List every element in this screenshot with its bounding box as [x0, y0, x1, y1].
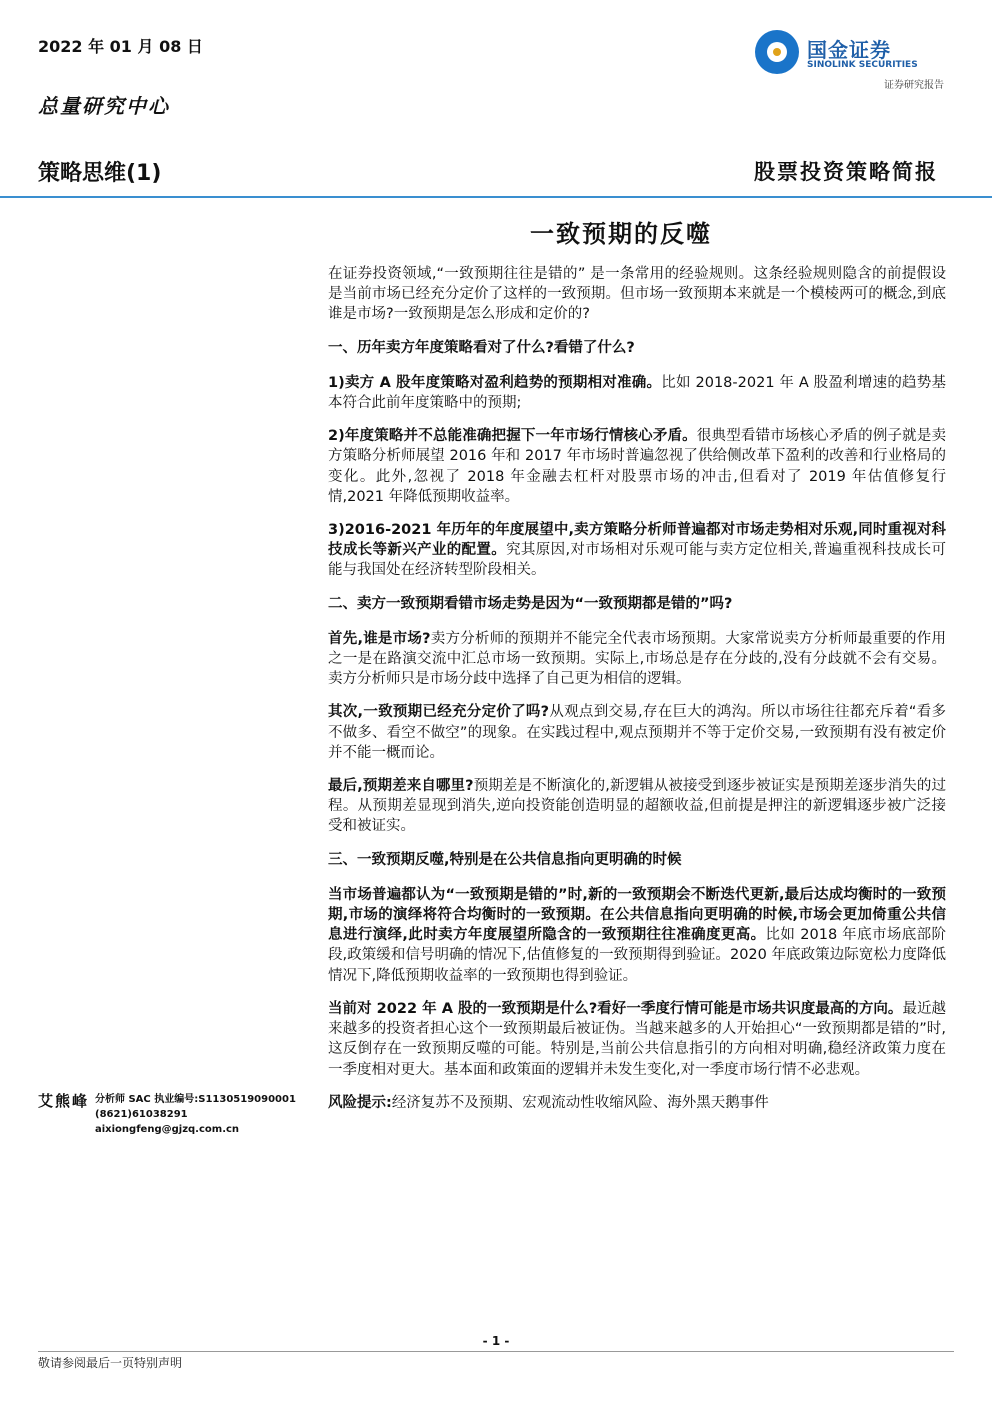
paragraph-2-text: 很典型看错市场核心矛盾的例子就是卖方策略分析师展望 2016 年和 2017 年市场时普遍忽视了供给侧改革下盈利的改善和行业格局的变化。此外,忽视了 2018 年金融去杠杆对股票市场的冲击,但看对了 2019 年估值修复行情,2021 年降低预期收益率。 — [328, 428, 947, 505]
paragraph-4-lead: 首先,谁是市场? — [328, 630, 431, 647]
paragraph-5-text: 从观点到交易,存在巨大的鸿沟。所以市场往往都充斥着“看多不做多、看空不做空”的现象。在实践过程中,观点预期并不等于定价交易,一致预期有没有被定价并不能一概而论。 — [328, 704, 946, 761]
paragraph-1-lead: 1)卖方 A 股年度策略对盈利趋势的预期相对准确。 — [328, 374, 662, 391]
section-heading-3: 三、一致预期反噬,特别是在公共信息指向更明确的时候 — [328, 851, 682, 868]
report-type: 股票投资策略简报 — [754, 160, 938, 184]
department-name: 总量研究中心 — [38, 94, 170, 118]
paragraph-8-text: 最近越来越多的投资者担心这个一致预期最后被证伪。当越来越多的人开始担心“一致预期都是错的”时,这反倒存在一致预期反噬的可能。特别是,当前公共信息指引的方向相对明确,稳经济政策力度在一季度相对更大。基本面和政策面的逻辑并未发生变化,对一季度市场行情不必悲观。 — [328, 1000, 947, 1078]
risk-label: 风险提示: — [328, 1094, 392, 1111]
logo-mark-icon — [755, 30, 799, 74]
paragraph-6 — [328, 776, 946, 837]
analyst-email[interactable]: aixiongfeng@gjzq.com.cn — [95, 1124, 240, 1135]
paragraph-4-text: 卖方分析师的预期并不能完全代表市场预期。大家常说卖方分析师最重要的作用之一是在路演交流中汇总市场一致预期。实际上,市场总是存在分歧的,没有分歧就不会有交易。卖方分析师只是市场分歧中选择了自己更为相信的逻辑。 — [328, 630, 946, 688]
paragraph-8-lead: 当前对 2022 年 A 股的一致预期是什么?看好一季度行情可能是市场共识度最高的方向。 — [328, 1000, 903, 1017]
report-tagline: 证券研究报告 — [884, 80, 944, 91]
paragraph-2 — [328, 426, 946, 507]
risk-text: 经济复苏不及预期、宏观流动性收缩风险、海外黑天鹅事件 — [391, 1094, 769, 1111]
paragraph-7 — [328, 885, 946, 986]
paragraph-6-lead: 最后,预期差来自哪里? — [328, 778, 474, 795]
analyst-phone: (8621)61038291 — [95, 1109, 188, 1120]
analyst-credential: 分析师 SAC 执业编号:S1130519090001 — [95, 1094, 296, 1105]
paragraph-7-text: 比如 2018 年底市场底部阶段,政策缓和信号明确的情况下,估值修复的一致预期得到验证。2020 年底政策边际宽松力度降低情况下,降低预期收益率的一致预期也得到验证。 — [328, 927, 946, 984]
section-heading-2: 二、卖方一致预期看错市场走势是因为“一致预期都是错的”吗? — [328, 595, 733, 612]
paragraph-3-text: 究其原因,对市场相对乐观可能与卖方定位相关,普遍重视科技成长可能与我国处在经济转型阶段相关。 — [328, 542, 947, 579]
paragraph-6-text: 预期差是不断演化的,新逻辑从被接受到逐步被证实是预期差逐步消失的过程。从预期差显现到消失,逆向投资能创造明显的超额收益,但前提是押注的新逻辑逐步被广泛接受和被证实。 — [328, 778, 946, 835]
paragraph-1-text: 比如 2018-2021 年 A 股盈利增速的趋势基本符合此前年度策略中的预期; — [328, 374, 946, 412]
paragraph-7-lead: 当市场普遍都认为“一致预期是错的”时,新的一致预期会不断迭代更新,最后达成均衡时的一致预期,市场的演绎将符合均衡时的一致预期。在公共信息指向更明确的时候,市场会更加倚重公共信息进行演绎,此时卖方年度展望所隐含的一致预期往往准确度更高。 — [328, 886, 946, 944]
paragraph-1 — [328, 373, 946, 413]
analyst-name: 艾熊峰 — [38, 1092, 90, 1110]
paragraph-3-lead: 3)2016-2021 年历年的年度展望中,卖方策略分析师普遍都对市场走势相对乐观,同时重视对科技成长等新兴产业的配置。 — [328, 522, 946, 559]
footer-disclaimer-note: 敬请参阅最后一页特别声明 — [38, 1356, 183, 1370]
risk-warning — [328, 1093, 946, 1113]
header-divider — [0, 196, 992, 198]
paragraph-4 — [328, 629, 946, 690]
intro-paragraph: 在证券投资领域,“一致预期往往是错的” 是一条常用的经验规则。这条经验规则隐含的前提假设是当前市场已经充分定价了这样的一致预期。但市场一致预期本来就是一个模棱两可的概念,到底谁是市场?一致预期是怎么形成和定价的? — [328, 266, 946, 323]
report-date: 2022 年 01 月 08 日 — [38, 37, 203, 56]
section-heading-1: 一、历年卖方年度策略看对了什么?看错了什么? — [328, 339, 635, 356]
page-title: 一致预期的反噬 — [530, 220, 712, 248]
paragraph-5-lead: 其次,一致预期已经充分定价了吗? — [328, 704, 550, 721]
logo-name-en: SINOLINK SECURITIES — [807, 60, 918, 70]
report-body — [328, 264, 946, 1126]
paragraph-8 — [328, 999, 946, 1080]
paragraph-5 — [328, 702, 946, 763]
analyst-contact — [95, 1092, 296, 1137]
logo-name-cn: 国金证券 — [807, 38, 891, 62]
page-number: - 1 - — [482, 1334, 510, 1348]
series-title: 策略思维(1) — [38, 161, 162, 186]
paragraph-2-lead: 2)年度策略并不总能准确把握下一年市场行情核心矛盾。 — [328, 428, 697, 445]
footer-divider — [38, 1351, 954, 1352]
paragraph-3 — [328, 520, 946, 581]
